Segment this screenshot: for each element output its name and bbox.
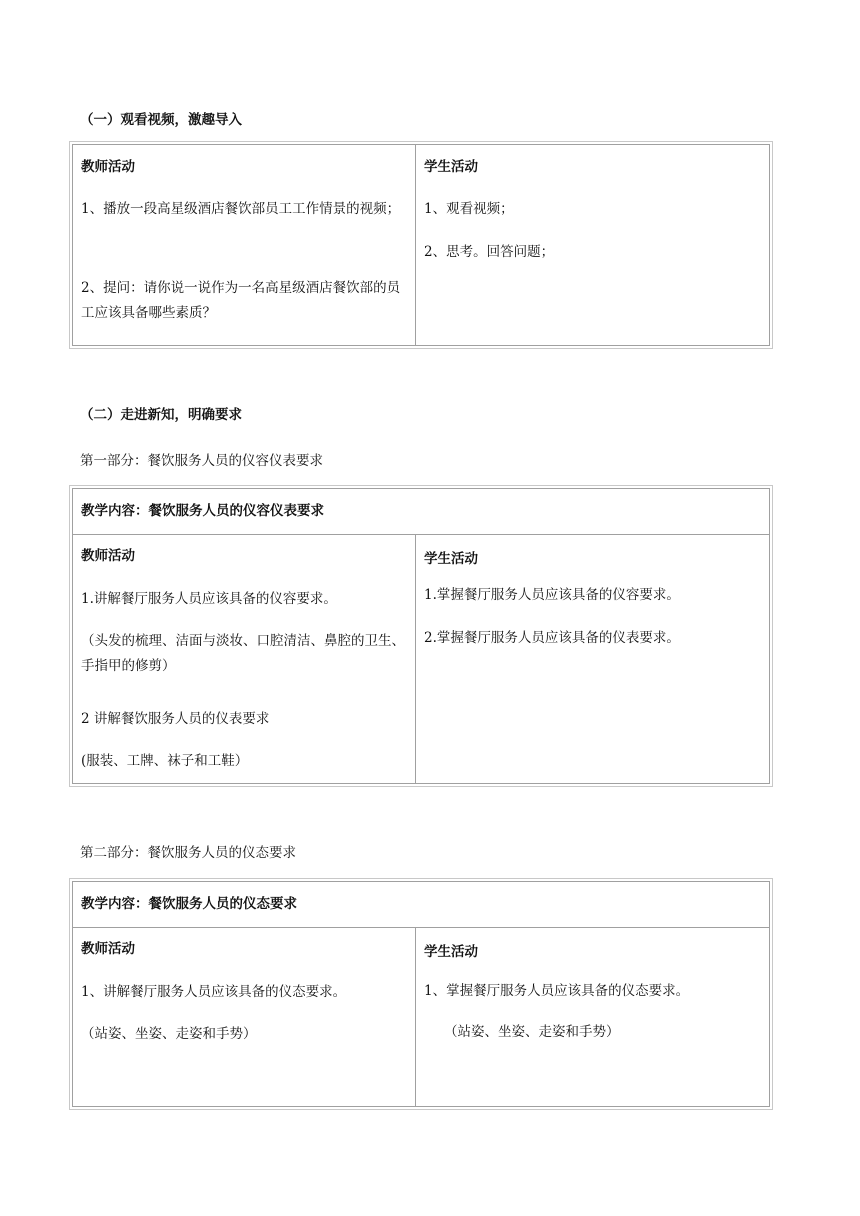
part1-table	[69, 485, 773, 787]
part2-student-item-2: （站姿、坐姿、走姿和手势）	[444, 1024, 620, 1040]
part2-teacher-item-2: （站姿、坐姿、走姿和手势）	[81, 1026, 257, 1042]
part1-content-row	[73, 489, 769, 535]
part1-student-item-2: 2.掌握餐厅服务人员应该具备的仪表要求。	[424, 630, 680, 646]
part2-content-title: 教学内容：餐饮服务人员的仪态要求	[81, 896, 297, 912]
part2-teacher-title: 教师活动	[81, 941, 135, 957]
part2-student-cell	[416, 928, 769, 1106]
part1-content-title: 教学内容：餐饮服务人员的仪容仪表要求	[81, 503, 324, 519]
section1-heading: （一）观看视频，激趣导入	[80, 112, 242, 128]
part1-teacher-item-4: (服装、工牌、袜子和工鞋）	[81, 753, 249, 769]
part1-teacher-title: 教师活动	[81, 548, 135, 564]
part1-label: 第一部分：餐饮服务人员的仪容仪表要求	[80, 453, 323, 469]
part2-table	[69, 878, 773, 1110]
section1-teacher-item-1: 1、播放一段高星级酒店餐饮部员工工作情景的视频；	[81, 201, 401, 217]
section1-table	[69, 141, 773, 349]
section1-teacher-cell	[73, 145, 416, 345]
part2-teacher-cell	[73, 928, 416, 1106]
section1-student-title: 学生活动	[424, 159, 478, 175]
part2-content-row	[73, 882, 769, 928]
part1-student-cell	[416, 535, 769, 783]
part1-student-item-1: 1.掌握餐厅服务人员应该具备的仪容要求。	[424, 587, 680, 603]
section1-teacher-title: 教师活动	[81, 159, 135, 175]
part1-student-title: 学生活动	[424, 551, 478, 567]
part1-teacher-item-1: 1.讲解餐厅服务人员应该具备的仪容要求。	[81, 591, 337, 607]
part1-teacher-item-3: 2 讲解餐饮服务人员的仪表要求	[81, 711, 270, 727]
section1-student-cell	[416, 145, 769, 345]
section1-student-item-1: 1、观看视频；	[424, 201, 514, 217]
part2-label: 第二部分：餐饮服务人员的仪态要求	[80, 845, 296, 861]
part2-student-item-1: 1、掌握餐厅服务人员应该具备的仪态要求。	[424, 983, 690, 999]
part2-teacher-item-1: 1、讲解餐厅服务人员应该具备的仪态要求。	[81, 984, 347, 1000]
part1-teacher-item-2: （头发的梳理、洁面与淡妆、口腔清洁、鼻腔的卫生、手指甲的修剪）	[81, 633, 405, 674]
section2-heading: （二）走进新知，明确要求	[80, 407, 242, 423]
section1-teacher-item-2: 2、提问：请你说一说作为一名高星级酒店餐饮部的员工应该具备哪些素质？	[81, 280, 401, 321]
section1-student-item-2: 2、思考。回答问题；	[424, 244, 555, 260]
part2-student-title: 学生活动	[424, 944, 478, 960]
part1-teacher-cell	[73, 535, 416, 783]
